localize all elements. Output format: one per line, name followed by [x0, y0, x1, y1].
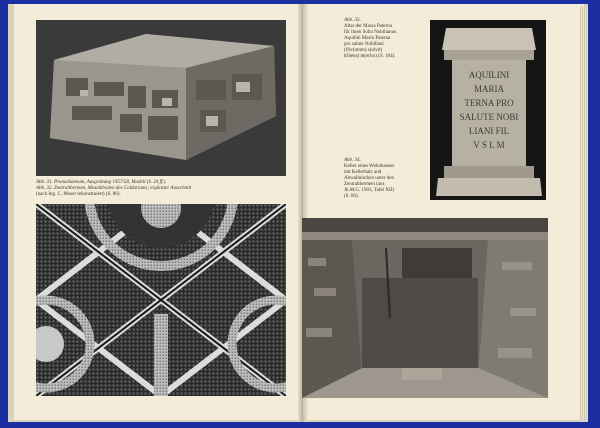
- caption-line: Altar der Macia Paterna: [344, 24, 392, 29]
- caption-line: Abb. 32. Zentralthermen, Mosaikboden des Caldariums; ergänzter Ausschnitt: [36, 186, 192, 191]
- caption-line: Abwallnischen unter den: [344, 176, 394, 181]
- caption-line: (nach Ing. C. Moser rekonstruiert) (S. 86).: [36, 192, 121, 197]
- caption-line: Abb. 33.: [344, 18, 361, 23]
- inscription-line: AQUILINI: [468, 70, 510, 80]
- inscription-line: MARIA: [473, 84, 505, 94]
- cellar-caption: [344, 158, 394, 200]
- caption-line: Keller eines Wohnhauses: [344, 164, 395, 169]
- mosaic-floor-photo: [36, 204, 286, 396]
- caption-line: l(ibens) m(erito) (S. 104).: [344, 54, 396, 59]
- excavation-model-photo: [36, 20, 286, 176]
- caption-line: mit Kellerhals und: [344, 170, 382, 175]
- model-illustration: [36, 20, 286, 176]
- caption-line: Aquilini Mariu Paterna: [344, 36, 391, 41]
- caption-line: (fl)v(otum) s(olvit): [344, 48, 383, 53]
- caption-line: Abb. 31. Prunushaneum, Ausgrabung 1957/58, Modell (S. 24 ff.).: [36, 180, 167, 185]
- caption-line: Abb. 34.: [344, 158, 361, 163]
- mosaic-illustration: [36, 204, 286, 396]
- altar-illustration: [430, 20, 546, 200]
- altar-caption: [344, 18, 397, 60]
- inscription-line: V S L M: [473, 140, 505, 150]
- inscription-line: SALUTE NOBI: [459, 112, 519, 122]
- inscription-line: LIANI FIL: [468, 126, 510, 136]
- inscription-line: TERNA PRO: [464, 98, 514, 108]
- caption-line: (S. 86).: [344, 194, 359, 199]
- left-page-captions: [36, 180, 191, 198]
- cellar-excavation-photo: [302, 218, 548, 398]
- caption-line: Zentralthermen (aus: [344, 182, 385, 187]
- caption-line: pro salute Nobiliani: [344, 42, 384, 47]
- caption-line: für ihren Sohn Nobilianus.: [344, 30, 398, 35]
- cellar-illustration: [302, 218, 548, 398]
- altar-photo: [430, 20, 546, 200]
- page-edges: [580, 6, 588, 420]
- caption-line: Jb.M.G. 1903, Tafel XII): [344, 188, 394, 193]
